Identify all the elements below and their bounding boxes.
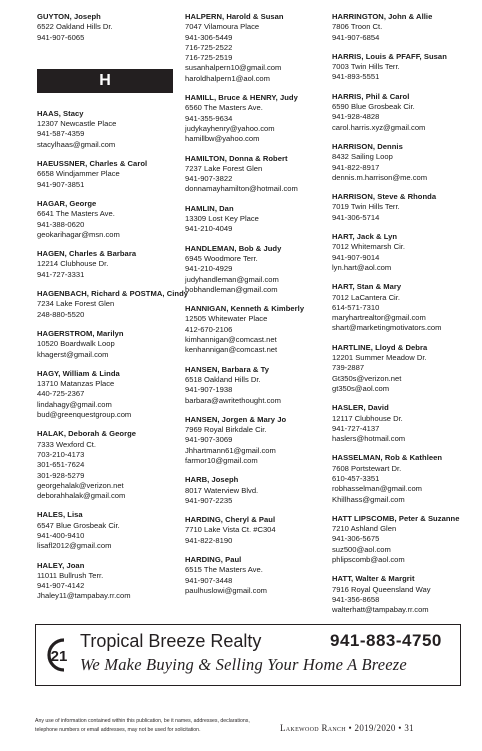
directory-entry <box>37 159 179 190</box>
directory-entry <box>37 429 179 501</box>
entry-detail-line: gt350s@aol.com <box>332 383 390 393</box>
entry-detail-line: 739-2887 <box>332 363 365 373</box>
directory-entry <box>185 555 327 596</box>
directory-entry <box>185 12 327 84</box>
entry-detail-line: 6518 Oakland Hills Dr. <box>185 374 261 384</box>
entry-detail-line: 7003 Twin Hills Terr. <box>332 62 400 72</box>
entry-detail-line: 703-210-4173 <box>37 449 85 459</box>
directory-column-1 <box>37 12 189 611</box>
entry-detail-line: 941-306-5714 <box>332 212 380 222</box>
directory-entry <box>332 232 474 273</box>
entry-name: HAAS, Stacy <box>37 108 84 118</box>
entry-detail-line: 13309 Lost Key Place <box>185 214 259 224</box>
entry-detail-line: 6641 The Masters Ave. <box>37 209 115 219</box>
entry-detail-line: Gt350s@verizon.net <box>332 373 402 383</box>
entry-detail-line: 12307 Newcastle Place <box>37 119 117 129</box>
directory-entry <box>332 52 474 83</box>
entry-detail-line: 301-651-7624 <box>37 460 85 470</box>
entry-detail-line: carol.harris.xyz@gmail.com <box>332 122 426 132</box>
entries-list <box>37 108 189 602</box>
directory-entry <box>332 192 474 223</box>
page-number: 31 <box>404 723 414 733</box>
entry-detail-line: shart@marketingmotivators.com <box>332 323 442 333</box>
directory-entry <box>37 109 179 150</box>
entry-detail-line: 941-210-4049 <box>185 224 233 234</box>
entry-name: HARRIS, Phil & Carol <box>332 91 410 101</box>
entry-detail-line: 7012 LaCantera Cir. <box>332 292 400 302</box>
disclaimer-text: Any use of information contained within this publication, be it names, addresses, declarations, telephone numbers or email addresses, may not be used for solicitation. <box>35 718 250 733</box>
entry-detail-line: Jhaley11@tampabay.rr.com <box>37 591 131 601</box>
entry-name: HANNIGAN, Kenneth & Kimberly <box>185 304 305 314</box>
entry-detail-line: 941-355-9634 <box>185 113 233 123</box>
directory-entry <box>185 415 327 466</box>
entry-name: HAMLIN, Dan <box>185 203 234 213</box>
company-name: Tropical Breeze Realty <box>80 631 262 651</box>
directory-entry <box>332 343 474 394</box>
entry-detail-line: 7210 Ashland Glen <box>332 524 397 534</box>
entry-detail-line: dennis.m.harrison@me.com <box>332 172 428 182</box>
entry-detail-line: hamillbw@yahoo.com <box>185 134 260 144</box>
entry-detail-line: lindahagy@gmail.com <box>37 399 112 409</box>
entry-detail-line: 941-907-3448 <box>185 575 233 585</box>
entry-detail-line: 6590 Blue Grosbeak Cir. <box>332 102 415 112</box>
directory-entry <box>37 249 179 280</box>
entry-detail-line: 941-907-9014 <box>332 252 380 262</box>
entry-detail-line: judykayhenry@yahoo.com <box>185 123 275 133</box>
directory-entry <box>332 514 474 565</box>
entry-name: HART, Jack & Lyn <box>332 232 398 242</box>
entry-detail-line: 248-880-5520 <box>37 309 85 319</box>
entry-name: HAMILL, Bruce & HENRY, Judy <box>185 93 298 103</box>
entry-detail-line: 941-587-4359 <box>37 129 85 139</box>
entry-detail-line: farmor10@gmail.com <box>185 455 258 465</box>
entry-detail-line: kimhannigan@comcast.net <box>185 335 277 345</box>
directory-entry <box>332 142 474 183</box>
entry-detail-line: susanhalpern10@gmail.com <box>185 63 282 73</box>
directory-entry <box>37 369 179 420</box>
directory-entry <box>332 403 474 444</box>
directory-entry <box>332 574 474 615</box>
logo-number: 21 <box>50 648 68 665</box>
entry-detail-line: 7916 Royal Queensland Way <box>332 584 431 594</box>
entry-detail-line: 941-822-8190 <box>185 535 233 545</box>
entry-detail-line: 941-388-0620 <box>37 219 85 229</box>
entry-name: HART, Stan & Mary <box>332 282 402 292</box>
entry-name: HAGENBACH, Richard & POSTMA, Cindy <box>37 289 189 299</box>
entry-name: GUYTON, Joseph <box>37 12 101 21</box>
entry-name: HARDING, Cheryl & Paul <box>185 515 276 525</box>
entry-detail-line: Khillhass@gmail.com <box>332 494 405 504</box>
entry-detail-line: maryhartrealtor@gmail.com <box>332 313 426 323</box>
entry-detail-line: 614-571-7310 <box>332 302 380 312</box>
entry-detail-line: 8017 Waterview Blvd. <box>185 485 259 495</box>
directory-entry <box>185 304 327 355</box>
directory-entry <box>185 365 327 406</box>
entry-detail-line: 7047 Vilamoura Place <box>185 22 260 32</box>
entry-detail-line: bobhandleman@gmail.com <box>185 284 278 294</box>
entry-detail-line: 7234 Lake Forest Glen <box>37 299 115 309</box>
entry-name: HANSEN, Barbara & Ty <box>185 364 269 374</box>
entry-detail-line: 6560 The Masters Ave. <box>185 103 263 113</box>
entry-detail-line: 7710 Lake Vista Ct. #C304 <box>185 525 276 535</box>
entry-name: HARTLINE, Lloyd & Debra <box>332 342 428 352</box>
entry-detail-line: 440-725-2367 <box>37 389 85 399</box>
entry-name: HARRINGTON, John & Allie <box>332 12 433 21</box>
footer-separator: • <box>348 723 352 733</box>
entry-detail-line: suz500@aol.com <box>332 544 391 554</box>
entry-detail-line: 11011 Bullrush Terr. <box>37 570 104 580</box>
entry-detail-line: 941-907-3822 <box>185 174 233 184</box>
entry-detail-line: 941-907-3069 <box>185 435 233 445</box>
entry-name: HASLER, David <box>332 403 389 413</box>
entry-detail-line: 301-928-5279 <box>37 470 85 480</box>
entry-name: HARRISON, Dennis <box>332 141 403 151</box>
company-phone: 941-883-4750 <box>330 631 442 650</box>
page-footer <box>280 723 414 733</box>
entry-detail-line: 941-356-8658 <box>332 594 380 604</box>
directory-entry <box>37 561 179 602</box>
entry-detail-line: 941-400-9410 <box>37 530 85 540</box>
directory-entry <box>37 289 189 320</box>
entry-detail-line: 941-928-4828 <box>332 112 380 122</box>
directory-column-2 <box>185 12 327 605</box>
entry-detail-line: 610-457-3351 <box>332 473 380 483</box>
entry-detail-line: 10520 Boardwalk Loop <box>37 339 115 349</box>
directory-entry <box>332 92 474 133</box>
entry-detail-line: bud@greenquestgroup.com <box>37 410 132 420</box>
entry-detail-line: stacylhaas@gmail.com <box>37 139 116 149</box>
directory-entry <box>185 204 327 235</box>
entry-detail-line: 6515 The Masters Ave. <box>185 565 263 575</box>
directory-entry <box>332 282 474 333</box>
entry-detail-line: 7237 Lake Forest Glen <box>185 163 263 173</box>
entry-detail-line: 941-893-5551 <box>332 72 380 82</box>
directory-entry <box>185 515 327 546</box>
publication-year: 2019/2020 <box>354 723 396 733</box>
entry-detail-line: 6658 Windjammer Place <box>37 169 120 179</box>
entry-detail-line: 941-907-6065 <box>37 32 85 42</box>
entry-detail-line: 6547 Blue Grosbeak Cir. <box>37 520 120 530</box>
entry-detail-line: 941-907-2235 <box>185 495 233 505</box>
entry-name: HALEY, Joan <box>37 560 85 570</box>
entry-detail-line: 941-306-5449 <box>185 32 233 42</box>
entry-name: HARB, Joseph <box>185 475 239 485</box>
entry-detail-line: 716-725-2522 <box>185 42 233 52</box>
entry-detail-line: 412-670-2106 <box>185 324 233 334</box>
entry-detail-line: judyhandleman@gmail.com <box>185 274 279 284</box>
entry-name: HASSELMAN, Rob & Kathleen <box>332 453 443 463</box>
letter-section-header: H <box>37 69 173 93</box>
entry-detail-line: 7806 Troon Ct. <box>332 22 383 32</box>
entry-name: HARDING, Paul <box>185 555 242 565</box>
entry-name: HALPERN, Harold & Susan <box>185 12 284 21</box>
entry-detail-line: kenhannigan@comcast.net <box>185 345 278 355</box>
entry-detail-line: 7019 Twin Hills Terr. <box>332 202 400 212</box>
publication-name: Lakewood Ranch <box>280 723 346 733</box>
entry-detail-line: geokarihagar@msn.com <box>37 229 120 239</box>
directory-entry <box>37 329 179 360</box>
directory-entry <box>37 510 179 551</box>
entry-detail-line: 12201 Summer Meadow Dr. <box>332 353 427 363</box>
entry-name: HATT, Walter & Margrit <box>332 574 415 584</box>
entry-name: HATT LIPSCOMB, Peter & Suzanne <box>332 513 460 523</box>
entry-detail-line: 941-907-6854 <box>332 32 380 42</box>
entry-detail-line: 6945 Woodmore Terr. <box>185 253 258 263</box>
entry-detail-line: haslers@hotmail.com <box>332 434 406 444</box>
entry-name: HANSEN, Jorgen & Mary Jo <box>185 414 287 424</box>
entry-detail-line: paulhuslowi@gmail.com <box>185 585 267 595</box>
directory-entry <box>185 475 327 506</box>
directory-entry <box>37 12 179 43</box>
entry-name: HAEUSSNER, Charles & Carol <box>37 159 148 169</box>
entry-detail-line: 7608 Portstewart Dr. <box>332 463 402 473</box>
entry-detail-line: 941-907-4142 <box>37 581 85 591</box>
entry-detail-line: donnamayhamilton@hotmail.com <box>185 184 298 194</box>
entry-detail-line: barbara@awritethought.com <box>185 395 281 405</box>
directory-entry <box>37 199 179 240</box>
entry-detail-line: 716-725-2519 <box>185 53 233 63</box>
entry-detail-line: 941-907-1938 <box>185 385 233 395</box>
entry-detail-line: lyn.hart@aol.com <box>332 262 392 272</box>
entry-detail-line: 7012 Whitemarsh Cir. <box>332 242 406 252</box>
entry-detail-line: 7333 Wexford Ct. <box>37 439 96 449</box>
entry-detail-line: 941-210-4929 <box>185 264 233 274</box>
entry-detail-line: 941-727-3331 <box>37 269 85 279</box>
entry-name: HANDLEMAN, Bob & Judy <box>185 243 282 253</box>
entry-detail-line: 8432 Sailing Loop <box>332 152 393 162</box>
entry-name: HAMILTON, Donna & Robert <box>185 153 288 163</box>
footer-separator: • <box>398 723 402 733</box>
entry-name: HAGY, William & Linda <box>37 368 120 378</box>
entry-detail-line: Jhhartmann61@gmail.com <box>185 445 276 455</box>
realty-advertisement <box>35 624 461 686</box>
directory-entry <box>185 244 327 295</box>
entry-detail-line: deborahhalak@gmail.com <box>37 491 126 501</box>
entry-detail-line: 941-907-3851 <box>37 179 85 189</box>
entry-detail-line: 941-727-4137 <box>332 423 380 433</box>
entry-detail-line: 12117 Clubhouse Dr. <box>332 413 403 423</box>
entry-name: HARRIS, Louis & PFAFF, Susan <box>332 51 447 61</box>
directory-entry <box>332 12 474 43</box>
entry-name: HAGEN, Charles & Barbara <box>37 249 137 259</box>
directory-entry <box>332 453 474 504</box>
entry-detail-line: phlipscomb@aol.com <box>332 555 405 565</box>
company-tagline: We Make Buying & Selling Your Home A Breeze <box>80 655 407 674</box>
entry-name: HALAK, Deborah & George <box>37 429 137 439</box>
century-21-seal-icon <box>42 635 74 675</box>
entry-detail-line: haroldhalpern1@aol.com <box>185 73 270 83</box>
entry-detail-line: 941-306-5675 <box>332 534 380 544</box>
entry-detail-line: 12505 Whitewater Place <box>185 314 268 324</box>
entry-detail-line: walterhatt@tampabay.rr.com <box>332 605 429 615</box>
entry-detail-line: 941-822-8917 <box>332 162 380 172</box>
entry-detail-line: 13710 Matanzas Place <box>37 379 115 389</box>
entry-detail-line: georgehalak@verizon.net <box>37 480 124 490</box>
entry-detail-line: lisafl2012@gmail.com <box>37 541 112 551</box>
directory-column-3 <box>332 12 474 625</box>
entry-detail-line: robhasselman@gmail.com <box>332 484 423 494</box>
entry-name: HAGERSTROM, Marilyn <box>37 328 124 338</box>
entry-detail-line: 12214 Clubhouse Dr. <box>37 259 109 269</box>
directory-entry <box>185 154 327 195</box>
entry-detail-line: khagerst@gmail.com <box>37 349 109 359</box>
entry-name: HAGAR, George <box>37 198 97 208</box>
directory-entry <box>185 93 327 144</box>
entries-before-letter <box>37 12 179 43</box>
entry-detail-line: 6522 Oakland Hills Dr. <box>37 22 113 32</box>
entry-name: HARRISON, Steve & Rhonda <box>332 192 437 202</box>
entry-name: HALES, Lisa <box>37 510 83 520</box>
entry-detail-line: 7969 Royal Birkdale Cir. <box>185 425 267 435</box>
